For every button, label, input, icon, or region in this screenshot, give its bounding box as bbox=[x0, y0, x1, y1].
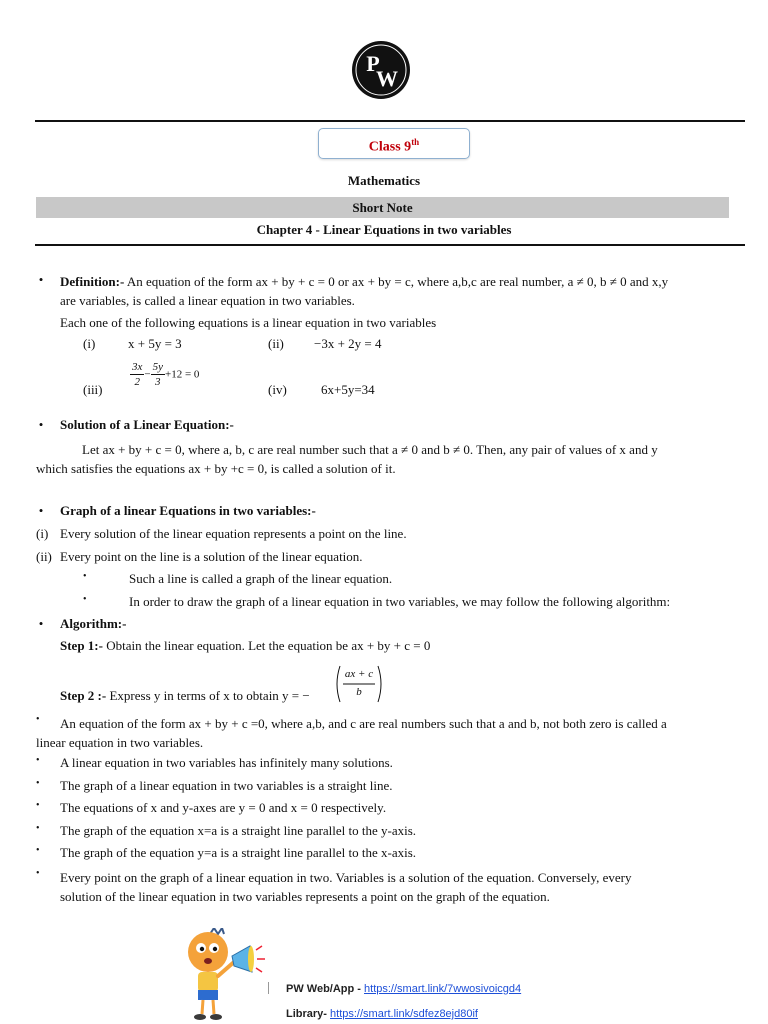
pw-logo bbox=[351, 40, 411, 100]
algorithm-title: Algorithm:- bbox=[60, 616, 127, 631]
algorithm-bullet: • bbox=[38, 616, 44, 631]
eq-iii-f2-den: 3 bbox=[155, 376, 161, 388]
p2: A linear equation in two variables has infinitely many solutions. bbox=[60, 755, 393, 770]
eq-iii-label: (iii) bbox=[83, 382, 103, 397]
graph-title: Graph of a linear Equations in two variables:- bbox=[60, 503, 316, 518]
solution-line2: which satisfies the equations ax + by +c = 0, is called a solution of it. bbox=[36, 461, 396, 476]
definition-line3: Each one of the following equations is a linear equation in two variables bbox=[60, 315, 437, 330]
eq-iii-f1-den: 2 bbox=[134, 376, 140, 388]
graph-item-i-label: (i) bbox=[36, 526, 49, 541]
p5: The graph of the equation x=a is a straight line parallel to the y-axis. bbox=[60, 823, 417, 838]
header-bottom-rule bbox=[35, 244, 745, 246]
class-badge bbox=[318, 128, 470, 159]
svg-text:P: P bbox=[366, 51, 380, 76]
footer-divider bbox=[268, 982, 269, 994]
definition-text: An equation of the form ax + by + c = 0 or ax + by = c, where a,b,c are real number, a ≠ 0, b ≠ 0 and x,y bbox=[124, 274, 669, 289]
p1-line2: linear equation in two variables. bbox=[36, 735, 204, 750]
graph-item-ii: Every point on the line is a solution of the linear equation. bbox=[60, 549, 363, 564]
eq-iii-fraction-1 bbox=[130, 360, 144, 389]
step2-text: Express y in terms of x to obtain y = − bbox=[106, 688, 310, 703]
solution-title: Solution of a Linear Equation:- bbox=[60, 417, 234, 432]
step1-label: Step 1:- bbox=[60, 638, 103, 653]
step2-num: ax + c bbox=[344, 668, 374, 680]
subject-title: Mathematics bbox=[347, 173, 421, 188]
p6-bullet: • bbox=[36, 845, 40, 856]
eq-ii: −3x + 2y = 4 bbox=[314, 336, 382, 351]
p1-bullet: • bbox=[36, 714, 40, 725]
p1-line1: An equation of the form ax + by + c =0, where a,b, and c are real numbers such that a and b, not both zero is called a bbox=[60, 716, 667, 731]
solution-bullet: • bbox=[38, 417, 44, 432]
footer-library-link[interactable]: https://smart.link/sdfez8ejd80if bbox=[330, 1008, 478, 1020]
p6: The graph of the equation y=a is a straight line parallel to the x-axis. bbox=[60, 845, 417, 860]
class-sup: th bbox=[411, 137, 420, 147]
footer-library bbox=[286, 1008, 478, 1020]
footer-webapp-link[interactable]: https://smart.link/7wwosivoicgd4 bbox=[364, 983, 522, 995]
p3-bullet: • bbox=[36, 778, 40, 789]
definition-line1 bbox=[60, 272, 730, 291]
eq-iv-label: (iv) bbox=[268, 382, 287, 397]
note-type-band: Short Note bbox=[36, 197, 729, 218]
p4: The equations of x and y-axes are y = 0 and x = 0 respectively. bbox=[60, 800, 387, 815]
eq-i-label: (i) bbox=[83, 336, 96, 351]
eq-iii-fraction-2 bbox=[151, 360, 165, 389]
svg-text:W: W bbox=[376, 66, 398, 91]
eq-ii-label: (ii) bbox=[268, 336, 284, 351]
graph-item-ii-label: (ii) bbox=[36, 549, 52, 564]
footer-webapp bbox=[286, 983, 521, 995]
graph-sub1-bullet: • bbox=[83, 571, 87, 582]
eq-iii-minus: − bbox=[144, 368, 151, 381]
solution-line1: Let ax + by + c = 0, where a, b, c are real number such that a ≠ 0 and b ≠ 0. Then, any pair of values of x and y bbox=[82, 442, 658, 457]
p7-bullet: • bbox=[36, 868, 40, 879]
eq-i: x + 5y = 3 bbox=[128, 336, 182, 351]
eq-iii bbox=[130, 360, 199, 389]
step2 bbox=[60, 688, 310, 704]
p7-line2: solution of the linear equation in two variables represents a point on the graph of the equation. bbox=[60, 889, 550, 904]
step2-label: Step 2 :- bbox=[60, 688, 107, 703]
chapter-title: Chapter 4 - Linear Equations in two variables bbox=[256, 222, 512, 237]
step1 bbox=[60, 638, 430, 654]
p5-bullet: • bbox=[36, 823, 40, 834]
eq-iv: 6x+5y=34 bbox=[321, 382, 375, 397]
step2-den: b bbox=[356, 686, 362, 698]
p4-bullet: • bbox=[36, 800, 40, 811]
top-rule bbox=[35, 120, 745, 122]
step1-text: Obtain the linear equation. Let the equation be ax + by + c = 0 bbox=[102, 638, 431, 653]
graph-sub1: Such a line is called a graph of the linear equation. bbox=[129, 571, 393, 586]
p3: The graph of a linear equation in two variables is a straight line. bbox=[60, 778, 393, 793]
eq-iii-f1-num: 3x bbox=[132, 361, 143, 373]
definition-line2: are variables, is called a linear equation in two variables. bbox=[60, 293, 355, 308]
p2-bullet: • bbox=[36, 755, 40, 766]
graph-sub2: In order to draw the graph of a linear equation in two variables, we may follow the following algorithm: bbox=[129, 594, 671, 609]
graph-bullet: • bbox=[38, 503, 44, 518]
eq-iii-f2-num: 5y bbox=[152, 361, 163, 373]
definition-bullet: • bbox=[38, 272, 44, 287]
step2-fraction bbox=[333, 664, 385, 704]
class-label: Class 9 bbox=[368, 139, 412, 155]
graph-item-i: Every solution of the linear equation represents a point on the line. bbox=[60, 526, 407, 541]
eq-iii-rest: +12 = 0 bbox=[165, 368, 200, 381]
p7-line1: Every point on the graph of a linear equation in two. Variables is a solution of the equation. Conversely, every bbox=[60, 870, 632, 885]
mascot-illustration bbox=[180, 928, 270, 1024]
definition-label: Definition:- bbox=[60, 274, 125, 289]
footer-library-label: Library- bbox=[286, 1008, 331, 1020]
footer-webapp-label: PW Web/App - bbox=[286, 983, 365, 995]
graph-sub2-bullet: • bbox=[83, 594, 87, 605]
